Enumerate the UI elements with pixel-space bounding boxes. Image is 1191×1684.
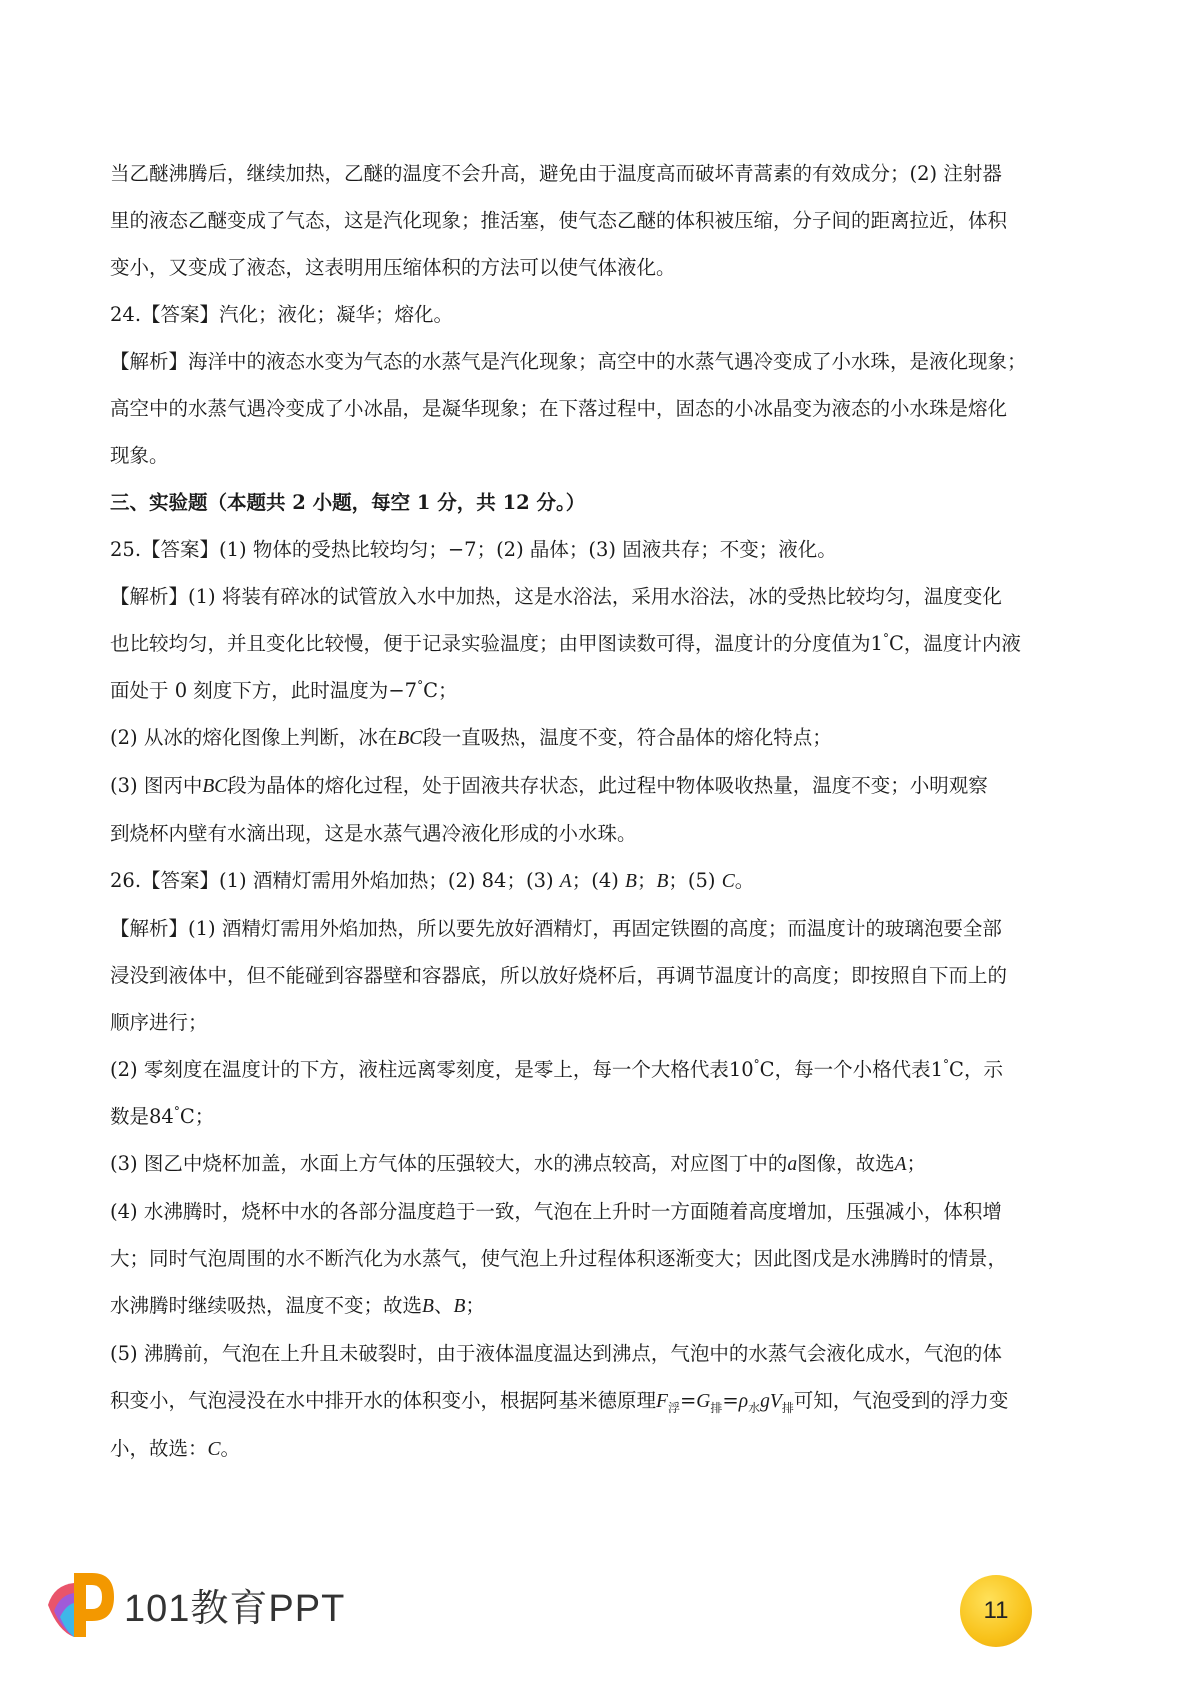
text-run: ；(5) [668, 869, 716, 892]
page-number-badge [960, 1575, 1032, 1647]
math-run: C [721, 871, 735, 892]
math-run: ° [943, 1057, 950, 1072]
math-run: gV [760, 1391, 782, 1412]
text-run: 积变小，气泡浸没在水中排开水的体积变小，根据阿基米德原理 [110, 1389, 657, 1412]
math-run: B [625, 871, 637, 892]
text-run: 数是 [110, 1105, 150, 1128]
math-run: 浮 [667, 1400, 680, 1415]
text-line: 当乙醚沸腾后，继续加热，乙醚的温度不会升高，避免由于温度高而破坏青蒿素的有效成分；(2) 注射器 [110, 162, 1002, 185]
text-run: 26.【答案】(1) 酒精灯需用外焰加热；(2) 84；(3) [110, 869, 554, 892]
math-run: G [696, 1391, 711, 1412]
document-body [110, 150, 1090, 1473]
text-run: 可知，气泡受到的浮力变 [793, 1389, 1009, 1412]
text-run: 、 [433, 1294, 454, 1317]
text-line [110, 1377, 1090, 1425]
math-run: −7 [388, 679, 418, 702]
text-run: (3) 图丙中 [110, 774, 203, 797]
math-run: ° [417, 678, 424, 693]
math-run: BC [202, 776, 228, 797]
text-line: (5) 沸腾前，气泡在上升且未破裂时，由于液体温度温达到沸点，气泡中的水蒸气会液化成水，气泡的体 [110, 1342, 1002, 1365]
text-run: 图像，故选 [797, 1152, 895, 1175]
page-number: 11 [983, 1597, 1009, 1624]
math-run: ρ [738, 1391, 749, 1412]
text-line: 【解析】海洋中的液态水变为气态的水蒸气是汽化现象；高空中的水蒸气遇冷变成了小水珠，是液化现象； [110, 350, 1027, 373]
math-run: 排 [781, 1400, 794, 1415]
text-run: ，温度计内液 [903, 632, 1021, 655]
text-run: ，示 [963, 1058, 1003, 1081]
math-run: 84 [149, 1105, 174, 1128]
math-run: F [656, 1391, 668, 1412]
math-run: = [679, 1389, 697, 1412]
text-line: 浸没到液体中，但不能碰到容器壁和容器底，所以放好烧杯后，再调节温度计的高度；即按照自下而上的 [110, 964, 1008, 987]
math-run: C [759, 1058, 775, 1081]
math-run: C [949, 1058, 964, 1081]
text-line [110, 1046, 1090, 1093]
text-run: 水沸腾时继续吸热，温度不变；故选 [110, 1294, 423, 1317]
text-run: 。 [734, 869, 755, 892]
math-run: 排 [710, 1400, 723, 1415]
text-run: ；(4) [571, 869, 619, 892]
math-run: C [888, 632, 904, 655]
text-run: ； [194, 1105, 215, 1128]
text-line: 变小，又变成了液态，这表明用压缩体积的方法可以使气体液化。 [110, 256, 676, 279]
answer-26 [110, 857, 1090, 905]
math-run: A [894, 1154, 907, 1175]
text-line: 高空中的水蒸气遇冷变成了小冰晶，是凝华现象；在下落过程中，固态的小冰晶变为液态的小水珠是熔化 [110, 397, 1008, 420]
math-run: 1 [930, 1058, 944, 1081]
text-line [110, 714, 1090, 762]
text-line [110, 1425, 1090, 1473]
math-run: C [207, 1439, 221, 1460]
text-line: 里的液态乙醚变成了气态，这是汽化现象；推活塞，使气态乙醚的体积被压缩，分子间的距离拉近，体积 [110, 209, 1008, 232]
text-run: ； [437, 679, 458, 702]
answer-25: 25.【答案】(1) 物体的受热比较均匀；−7；(2) 晶体；(3) 固液共存；不变；液化。 [110, 538, 837, 561]
math-run: BC [397, 728, 423, 749]
logo-text: 101教育PPT [124, 1588, 346, 1630]
section-heading: 三、实验题（本题共 2 小题，每空 1 分，共 12 分。） [110, 491, 586, 514]
text-run: ； [636, 869, 657, 892]
text-run: (3) 图乙中烧杯加盖，水面上方气体的压强较大，水的沸点较高，对应图丁中的 [110, 1152, 788, 1175]
text-run: 也比较均匀，并且变化比较慢，便于记录实验温度；由甲图读数可得，温度计的分度值为 [110, 632, 871, 655]
text-run: 面处于 0 刻度下方，此时温度为 [110, 679, 389, 702]
math-run: C [423, 679, 438, 702]
text-line: 现象。 [110, 444, 169, 467]
math-run: 水 [748, 1400, 761, 1415]
text-run: 段一直吸热，温度不变，符合晶体的熔化特点； [422, 726, 832, 749]
math-run: 10 [728, 1058, 754, 1081]
text-line [110, 762, 1090, 810]
text-line: 大；同时气泡周围的水不断汽化为水蒸气，使气泡上升过程体积逐渐变大；因此图戊是水沸腾时的情景， [110, 1247, 1008, 1270]
math-run: 1 [870, 632, 883, 655]
math-run: a [787, 1154, 798, 1175]
text-run: 。 [220, 1437, 241, 1460]
text-run: 小，故选： [110, 1437, 208, 1460]
text-run: ； [906, 1152, 927, 1175]
math-run: ° [173, 1104, 180, 1119]
text-run: ，每一个小格代表 [774, 1058, 931, 1081]
math-run: = [722, 1389, 739, 1412]
math-run: B [656, 871, 669, 892]
text-run: 段为晶体的熔化过程，处于固液共存状态，此过程中物体吸收热量，温度不变；小明观察 [227, 774, 988, 797]
text-line: 【解析】(1) 酒精灯需用外焰加热，所以要先放好酒精灯，再固定铁圈的高度；而温度计的玻璃泡要全部 [110, 917, 1002, 940]
text-line [110, 667, 1090, 714]
text-line: 【解析】(1) 将装有碎冰的试管放入水中加热，这是水浴法，采用水浴法，冰的受热比较均匀，温度变化 [110, 585, 1002, 608]
text-line: (4) 水沸腾时，烧杯中水的各部分温度趋于一致，气泡在上升时一方面随着高度增加，压强减小，体积增 [110, 1200, 1002, 1223]
math-run: B [453, 1296, 466, 1317]
text-run: (2) 从冰的熔化图像上判断，冰在 [110, 726, 398, 749]
text-run: ； [465, 1294, 485, 1317]
logo-icon [40, 1565, 120, 1645]
text-line [110, 1140, 1090, 1188]
math-run: ° [753, 1057, 760, 1072]
text-line: 到烧杯内壁有水滴出现，这是水蒸气遇冷液化形成的小水珠。 [110, 822, 637, 845]
math-run: ° [882, 631, 889, 646]
answer-24: 24.【答案】汽化；液化；凝华；熔化。 [110, 303, 454, 326]
text-line: 顺序进行； [110, 1011, 208, 1034]
text-line [110, 1282, 1090, 1330]
math-run: A [559, 871, 572, 892]
math-run: B [422, 1296, 434, 1317]
math-run: C [179, 1105, 195, 1128]
text-line [110, 1093, 1090, 1140]
text-run: (2) 零刻度在温度计的下方，液柱远离零刻度，是零上，每一个大格代表 [110, 1058, 729, 1081]
text-line [110, 620, 1090, 667]
footer-logo [40, 1565, 346, 1645]
